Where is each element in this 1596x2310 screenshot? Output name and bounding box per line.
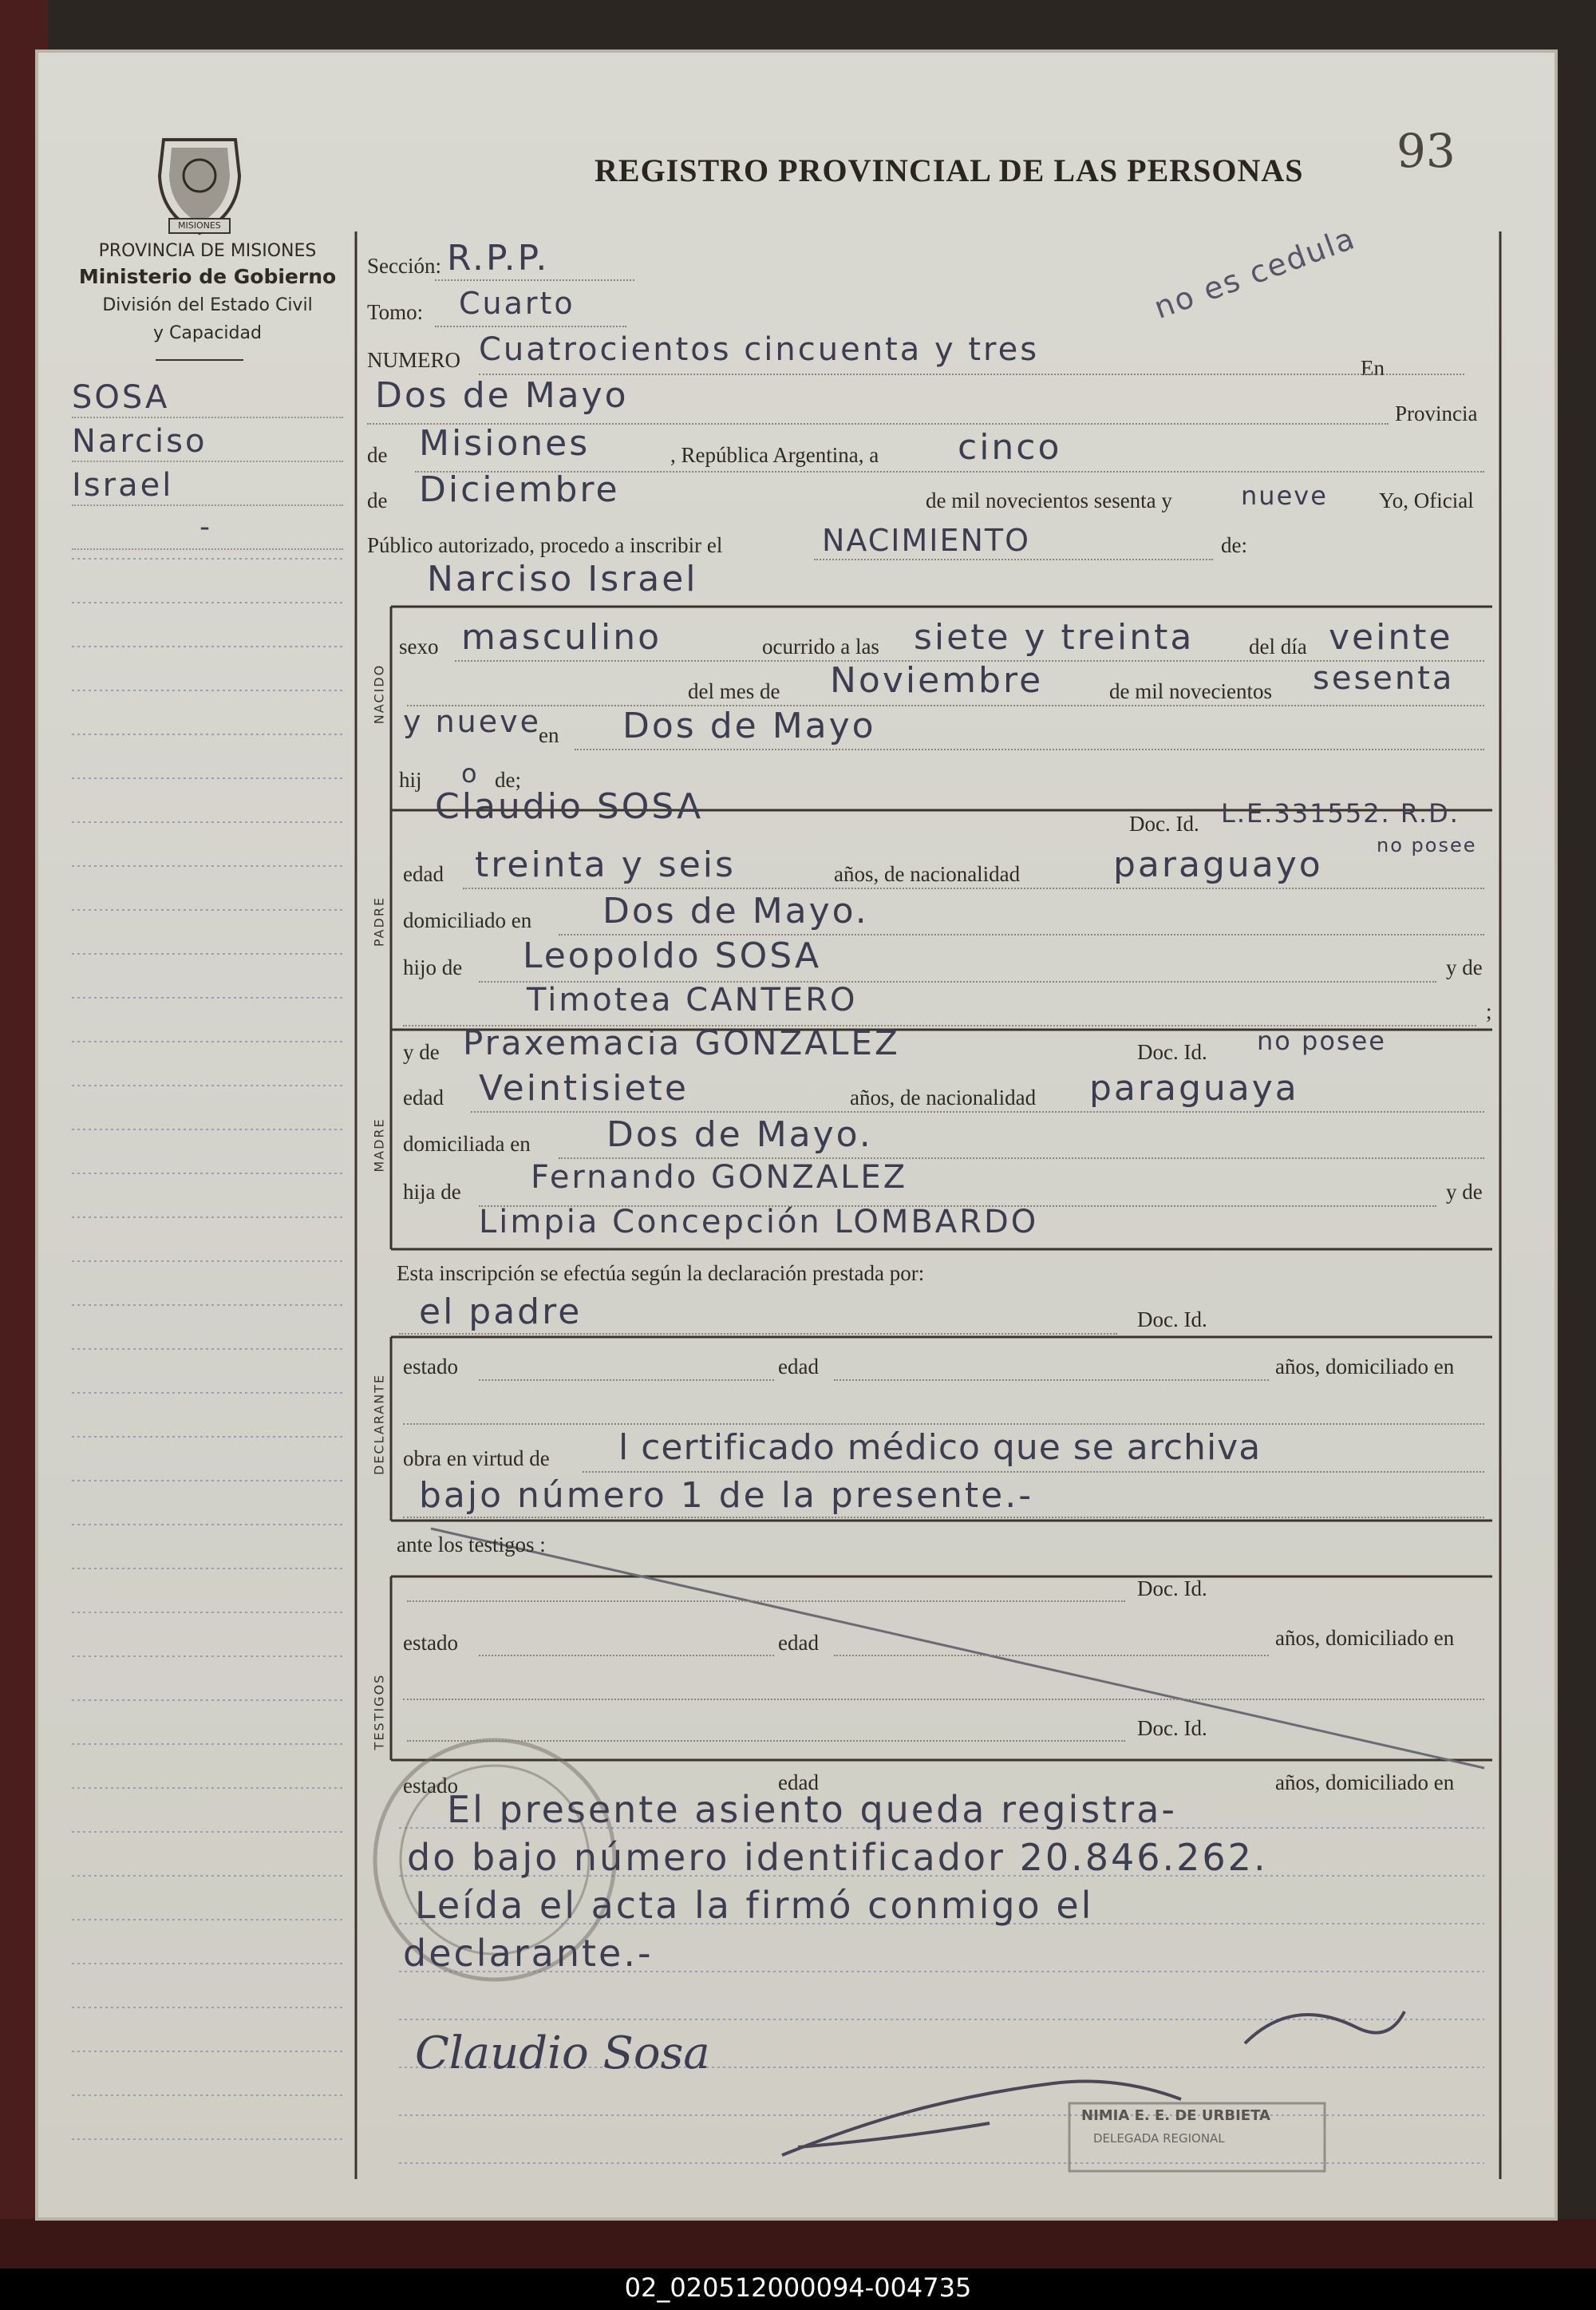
mil-label: de mil novecientos sesenta y <box>926 489 1172 512</box>
testigos-label: ante los testigos : <box>397 1533 546 1556</box>
provincia-label: Provincia <box>1395 401 1478 425</box>
anio-nacido-2: y nueve <box>403 704 541 739</box>
madre-edad-line <box>471 1111 1484 1113</box>
testigo1-edad-line <box>834 1655 1269 1656</box>
madre-yde-label: y de <box>403 1040 440 1064</box>
republica-label: , República Argentina, a <box>670 443 879 467</box>
en-nacido-label: en <box>539 723 559 747</box>
padre-hijo-label: hijo de <box>403 955 463 979</box>
testigo2-doc-label: Doc. Id. <box>1137 1716 1207 1740</box>
madre-hija-label: hija de <box>403 1180 461 1204</box>
madre-yde2-label: y de <box>1446 1180 1483 1204</box>
declarante-edad-label: edad <box>778 1355 819 1378</box>
seal-label: MISIONES <box>178 220 221 231</box>
acto-value: NACIMIENTO <box>822 523 1031 558</box>
margin-ruled-lines <box>72 559 343 2139</box>
page-number: 93 <box>1396 124 1456 178</box>
nombre-nacido: Narciso Israel <box>427 559 698 599</box>
declarante-estado-label: estado <box>403 1355 458 1378</box>
madre-edad-label: edad <box>403 1086 444 1110</box>
madre-nombre: Praxemacia GONZALEZ <box>463 1023 900 1062</box>
org-line-3: División del Estado Civil <box>102 295 313 315</box>
section-declarante: DECLARANTE <box>371 1373 387 1476</box>
madre-domicilio: Dos de Mayo. <box>606 1114 873 1155</box>
anio-value: nueve <box>1241 481 1328 511</box>
declarante-line <box>399 1333 1117 1335</box>
mes-value: Diciembre <box>419 469 620 510</box>
padre-padre: Leopoldo SOSA <box>523 935 822 976</box>
testigo2-estado-label: estado <box>403 1774 458 1798</box>
ocurrido-label: ocurrido a las <box>762 635 879 659</box>
obra-line-1 <box>583 1471 1484 1473</box>
margin-line <box>72 504 343 506</box>
madre-padre: Fernando GONZALEZ <box>531 1159 908 1196</box>
publico-label: Público autorizado, procedo a inscribir el <box>367 533 723 557</box>
image-caption: 02_020512000094-004735 <box>624 2272 972 2303</box>
org-line-1: PROVINCIA DE MISIONES <box>98 241 317 261</box>
mes-nacimiento: Noviembre <box>830 660 1044 701</box>
padre-doc: L.E.331552. R.D. <box>1221 798 1460 829</box>
testigo1-doc-label: Doc. Id. <box>1137 1576 1207 1600</box>
dia-value: cinco <box>958 427 1062 468</box>
obra-label: obra en virtud de <box>403 1446 550 1470</box>
testigo1-anios-label: años, domiciliado en <box>1275 1626 1455 1650</box>
hij-label: hij <box>399 768 422 792</box>
padre-dom-label: domiciliado en <box>403 908 532 932</box>
padre-semi: ; <box>1486 999 1492 1023</box>
madre-madre: Limpia Concepción LOMBARDO <box>479 1204 1039 1240</box>
nota-linea-1: El presente asiento queda registra- <box>447 1788 1177 1831</box>
padre-madre: Timotea CANTERO <box>527 982 858 1019</box>
section-testigos: TESTIGOS <box>371 1673 387 1750</box>
padre-nota: no posee <box>1377 834 1477 856</box>
declarante-dom-line <box>403 1423 1484 1425</box>
declarante-doc-label: Doc. Id. <box>1137 1307 1207 1331</box>
sexo-label: sexo <box>399 635 439 659</box>
seccion-label: Sección: <box>367 254 441 278</box>
madre-dom-label: domiciliada en <box>403 1132 531 1156</box>
hij-de-label: de; <box>495 768 521 792</box>
padre-nac-label: años, de nacionalidad <box>834 862 1021 886</box>
sello-linea-2: DELEGADA REGIONAL <box>1093 2131 1225 2146</box>
sexo-value: masculino <box>461 617 662 658</box>
org-line-2: Ministerio de Gobierno <box>78 265 337 288</box>
padre-edad-label: edad <box>403 862 444 886</box>
padre-edad: treinta y seis <box>475 844 736 885</box>
del-dia-label: del día <box>1249 635 1307 659</box>
sello-linea-1: NIMIA E. E. DE URBIETA <box>1081 2107 1270 2124</box>
declaracion-intro: Esta inscripción se efectúa según la declaración prestada por: <box>397 1261 925 1285</box>
declarante-quien: el padre <box>419 1291 583 1332</box>
yo-label: Yo, Oficial <box>1379 489 1474 512</box>
del-mes-label: del mes de <box>688 679 780 703</box>
provincial-seal <box>160 140 239 233</box>
document-title: REGISTRO PROVINCIAL DE LAS PERSONAS <box>595 152 1304 188</box>
padre-edad-line <box>463 888 1484 889</box>
nota-linea-4: declarante.- <box>403 1932 654 1975</box>
padre-nacionalidad: paraguayo <box>1113 844 1323 885</box>
acto-line <box>814 559 1213 560</box>
margin-second-name: Israel <box>72 467 174 504</box>
testigo2-edad-label: edad <box>778 1770 819 1794</box>
en-label: En <box>1361 356 1385 380</box>
padre-yde-label: y de <box>1446 955 1483 979</box>
org-divider <box>156 359 243 361</box>
obra-line-2 <box>403 1517 1484 1518</box>
madre-nac-label: años, de nacionalidad <box>850 1086 1037 1110</box>
tomo-label: Tomo: <box>367 300 424 324</box>
margin-surname: SOSA <box>72 379 170 416</box>
declarante-edad-line <box>834 1379 1269 1381</box>
testigo1-estado-label: estado <box>403 1631 458 1655</box>
nota-linea-2: do bajo número identificador 20.846.262. <box>407 1836 1268 1879</box>
obra-linea-1: l certificado médico que se archiva <box>618 1427 1262 1468</box>
tomo-value: Cuarto <box>459 286 575 321</box>
firma-declarante: Claudio Sosa <box>415 2027 710 2079</box>
madre-edad: Veintisiete <box>479 1068 689 1109</box>
lugar-value: Dos de Mayo <box>375 375 629 416</box>
testigo1-dom-line <box>403 1699 1484 1700</box>
margin-first-name: Narciso <box>72 423 207 460</box>
hij-value: o <box>461 758 479 789</box>
provincia-value: Misiones <box>419 423 591 464</box>
de-label: de <box>367 443 388 467</box>
testigo2-line <box>407 1740 1125 1742</box>
testigo2-anios-label: años, domiciliado en <box>1275 1770 1455 1794</box>
de3-label: de: <box>1221 533 1247 557</box>
mes-line <box>407 705 1484 706</box>
de2-label: de <box>367 489 388 512</box>
dia-nacimiento: veinte <box>1329 617 1453 658</box>
margin-stamp-text: no es cedula <box>1149 220 1361 326</box>
declarante-anios-label: años, domiciliado en <box>1275 1355 1455 1378</box>
margin-line <box>72 461 343 462</box>
padre-domicilio: Dos de Mayo. <box>602 891 869 932</box>
madre-doc-label: Doc. Id. <box>1137 1040 1207 1064</box>
anio-nacido-1: sesenta <box>1313 660 1455 697</box>
padre-doc-label: Doc. Id. <box>1129 812 1199 836</box>
tomo-line <box>435 326 626 327</box>
mil-nacido-label: de mil novecientos <box>1109 679 1272 703</box>
lugar-nacido-line <box>575 749 1484 750</box>
madre-nacionalidad: paraguaya <box>1089 1068 1299 1109</box>
seccion-value: R.P.P. <box>447 238 550 279</box>
numero-label: NUMERO <box>367 348 461 372</box>
numero-value: Cuatrocientos cincuenta y tres <box>479 331 1040 368</box>
margin-line <box>72 417 343 418</box>
lugar-nacido: Dos de Mayo <box>622 706 876 746</box>
obra-linea-2: bajo número 1 de la presente.- <box>419 1475 1034 1516</box>
margin-line <box>72 548 343 550</box>
madre-doc: no posee <box>1257 1026 1386 1056</box>
margin-dash: - <box>200 511 212 544</box>
testigo1-line <box>407 1600 1125 1602</box>
section-padre: PADRE <box>371 896 387 947</box>
org-line-4: y Capacidad <box>153 323 262 343</box>
testigo1-edad-label: edad <box>778 1631 819 1655</box>
nota-linea-3: Leída el acta la firmó conmigo el <box>415 1884 1094 1927</box>
section-nacido: NACIDO <box>371 663 387 725</box>
declarante-estado-line <box>479 1379 774 1381</box>
testigo1-estado-line <box>479 1655 774 1656</box>
hora-value: siete y treinta <box>914 617 1195 658</box>
seccion-line <box>435 279 634 281</box>
padre-nombre: Claudio SOSA <box>435 786 704 827</box>
section-madre: MADRE <box>371 1117 387 1173</box>
